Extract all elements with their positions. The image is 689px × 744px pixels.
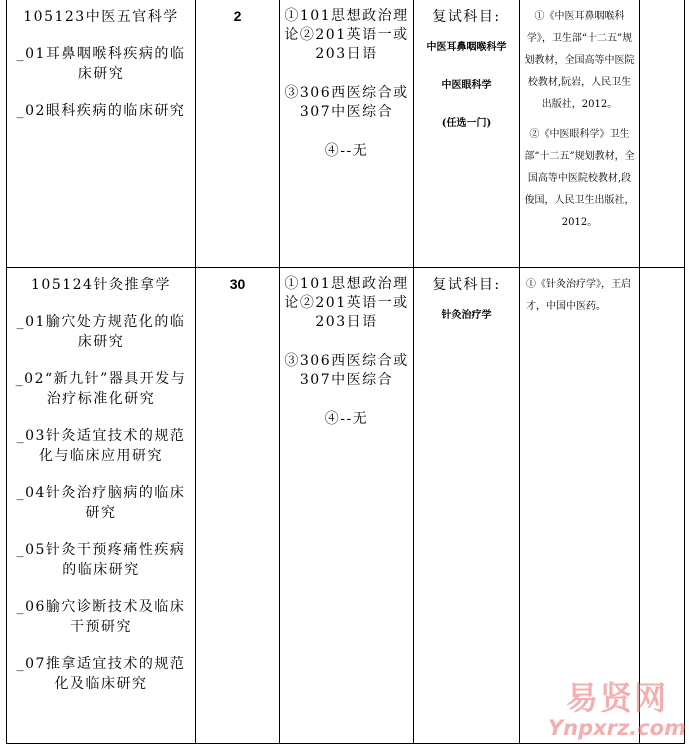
watermark-cn: 易贤网: [565, 679, 668, 717]
retest-note: (任选一门): [441, 118, 492, 129]
retest-subject: 针灸治疗学: [441, 310, 492, 321]
research-direction: _07推拿适宜技术的规范化及临床研究: [16, 656, 186, 692]
reference-book: ①《针灸治疗学》，王启才，中国中医药。: [526, 279, 631, 312]
research-direction: _03针灸适宜技术的规范化与临床应用研究: [16, 428, 186, 464]
exam-subjects-cell: [280, 268, 414, 744]
table-row: [7, 0, 685, 268]
major-code: 105124针灸推拿学: [31, 277, 171, 293]
research-direction: _04针灸治疗脑病的临床研究: [16, 485, 186, 521]
exam-subjects-cell: [280, 0, 414, 268]
retest-cell: [414, 0, 520, 268]
major-cell: [7, 0, 196, 268]
enrollment-cell: [196, 0, 280, 268]
exam-subject: ③306西医综合或307中医综合: [284, 85, 409, 120]
remarks-cell: [640, 0, 685, 268]
enrollment-cell: [196, 268, 280, 744]
watermark-en: Ynpxrz.com: [547, 716, 686, 740]
retest-cell: [414, 268, 520, 744]
enrollment-count: 30: [229, 276, 246, 292]
remarks-cell: [640, 268, 685, 744]
table-row: [7, 268, 685, 744]
research-direction: _02眼科疾病的临床研究: [16, 103, 186, 119]
reference-book: ①《中医耳鼻咽喉科学》，卫生部“十二五”规划教材，全国高等中医院校教材,阮岩，人民卫生出版社，2012。: [524, 11, 635, 110]
references-cell: [520, 0, 640, 268]
enrollment-count: 2: [233, 8, 242, 24]
exam-subject: ④--无: [324, 411, 369, 427]
enrollment-table: [6, 0, 685, 744]
retest-subject: 中医眼科学: [441, 80, 492, 91]
exam-subject: ①101思想政治理论②201英语一或203日语: [284, 276, 409, 330]
research-direction: _05针灸干预疼痛性疾病的临床研究: [16, 542, 186, 578]
references-cell: [520, 268, 640, 744]
exam-subject: ①101思想政治理论②201英语一或203日语: [284, 8, 409, 62]
major-code: 105123中医五官科学: [23, 9, 179, 25]
watermark-logo: [548, 680, 686, 740]
exam-subject: ④--无: [324, 143, 369, 159]
retest-label: 复试科目:: [432, 9, 501, 25]
research-direction: _06腧穴诊断技术及临床干预研究: [16, 599, 186, 635]
retest-subject: 中医耳鼻咽喉科学: [426, 42, 507, 53]
major-cell: [7, 268, 196, 744]
research-direction: _02“新九针”器具开发与治疗标准化研究: [15, 371, 187, 407]
exam-subject: ③306西医综合或307中医综合: [284, 353, 409, 388]
retest-label: 复试科目:: [432, 277, 501, 293]
reference-book: ②《中医眼科学》卫生部“十二五”规划教材，全国高等中医院校教材,段俊国，人民卫生出版社，2012。: [524, 129, 635, 228]
research-direction: _01耳鼻咽喉科疾病的临床研究: [16, 46, 186, 82]
research-direction: _01腧穴处方规范化的临床研究: [16, 314, 186, 350]
